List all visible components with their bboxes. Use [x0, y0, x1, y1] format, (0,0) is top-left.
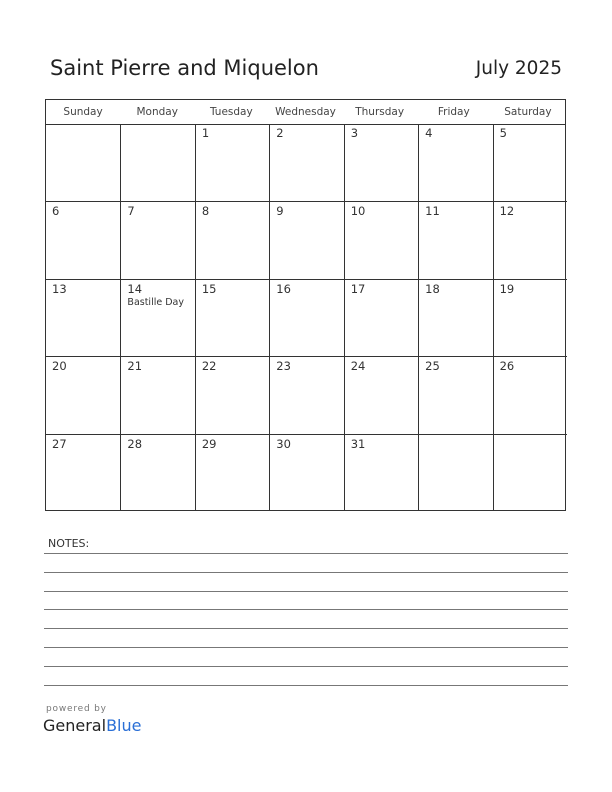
day-number: 10: [350, 204, 366, 219]
powered-by-text: powered by: [46, 704, 107, 714]
day-number: 3: [350, 126, 359, 140]
day-number: 6: [52, 204, 60, 219]
day-number: 30: [276, 436, 291, 451]
weekday-saturday: Saturday: [504, 106, 552, 118]
day-number: 25: [425, 359, 440, 374]
day-number: 26: [499, 359, 515, 374]
day-number: 29: [201, 436, 217, 451]
day-cell: [46, 279, 120, 356]
day-cell: [493, 279, 567, 356]
day-cell: [269, 356, 343, 433]
day-number: 7: [127, 204, 135, 219]
day-cell: [418, 279, 492, 356]
day-cell: [46, 356, 120, 433]
weekday-monday: Monday: [136, 106, 178, 118]
day-number: 11: [425, 204, 440, 219]
day-cell: [493, 201, 567, 278]
notes-label: NOTES:: [48, 537, 90, 550]
day-number: 31: [350, 436, 366, 451]
day-number: 4: [425, 126, 433, 140]
notes-line: [44, 609, 568, 610]
brand-general: General: [43, 716, 107, 735]
holiday-label: Bastille Day: [127, 296, 184, 308]
day-number: 13: [52, 281, 67, 296]
day-number: 17: [350, 281, 366, 296]
day-number: 20: [52, 359, 67, 374]
day-cell: [418, 201, 492, 278]
day-cell: [195, 279, 269, 356]
weekday-wednesday: Wednesday: [275, 106, 336, 118]
day-cell: [418, 434, 492, 511]
weekday-sunday: Sunday: [63, 106, 103, 118]
page-title: Saint Pierre and Miquelon: [50, 56, 319, 80]
weekday-friday: Friday: [437, 106, 470, 118]
day-cell: [120, 124, 194, 201]
day-cell: [120, 279, 194, 356]
day-number: 2: [276, 126, 284, 140]
notes-line: [44, 647, 568, 648]
day-number: 14: [127, 281, 143, 296]
month-label: July 2025: [475, 58, 562, 79]
day-number: 19: [499, 281, 515, 296]
day-number: 18: [425, 281, 440, 296]
day-cell: [344, 201, 418, 278]
day-number: 1: [201, 126, 210, 140]
notes-line: [44, 666, 568, 667]
day-cell: [344, 124, 418, 201]
day-cell: [46, 201, 120, 278]
brand-logo: [43, 716, 141, 735]
day-number: 8: [201, 204, 210, 219]
day-cell: [120, 356, 194, 433]
day-cell: [120, 201, 194, 278]
day-number: 15: [201, 281, 217, 296]
weekday-tuesday: Tuesday: [209, 106, 253, 118]
weekday-header: [46, 100, 565, 125]
day-cell: [418, 124, 492, 201]
day-cell: [493, 124, 567, 201]
day-cell: [269, 279, 343, 356]
day-cell: [46, 124, 120, 201]
day-number: 5: [499, 126, 507, 140]
day-cell: [418, 356, 492, 433]
day-number: 12: [499, 204, 515, 219]
day-cell: [269, 434, 343, 511]
day-number: 28: [127, 436, 143, 451]
day-cell: [493, 356, 567, 433]
brand-blue: Blue: [106, 716, 142, 735]
day-cell: [344, 279, 418, 356]
day-cell: [344, 356, 418, 433]
notes-line: [44, 572, 568, 573]
day-cell: [195, 201, 269, 278]
day-number: 27: [52, 436, 67, 451]
calendar-body: [46, 124, 565, 511]
day-cell: [493, 434, 567, 511]
day-cell: [195, 356, 269, 433]
day-number: 21: [127, 359, 143, 374]
day-number: 16: [276, 281, 291, 296]
notes-line: [44, 553, 568, 554]
weekday-thursday: Thursday: [355, 106, 405, 118]
day-cell: [46, 434, 120, 511]
day-cell: [120, 434, 194, 511]
day-number: 22: [201, 359, 217, 374]
day-cell: [269, 124, 343, 201]
day-number: 24: [350, 359, 366, 374]
calendar-grid: [45, 99, 566, 511]
day-cell: [195, 434, 269, 511]
day-cell: [195, 124, 269, 201]
day-number: 23: [276, 359, 291, 374]
notes-line: [44, 628, 568, 629]
notes-line: [44, 591, 568, 592]
day-cell: [269, 201, 343, 278]
notes-line: [44, 685, 568, 686]
day-cell: [344, 434, 418, 511]
day-number: 9: [276, 204, 284, 219]
